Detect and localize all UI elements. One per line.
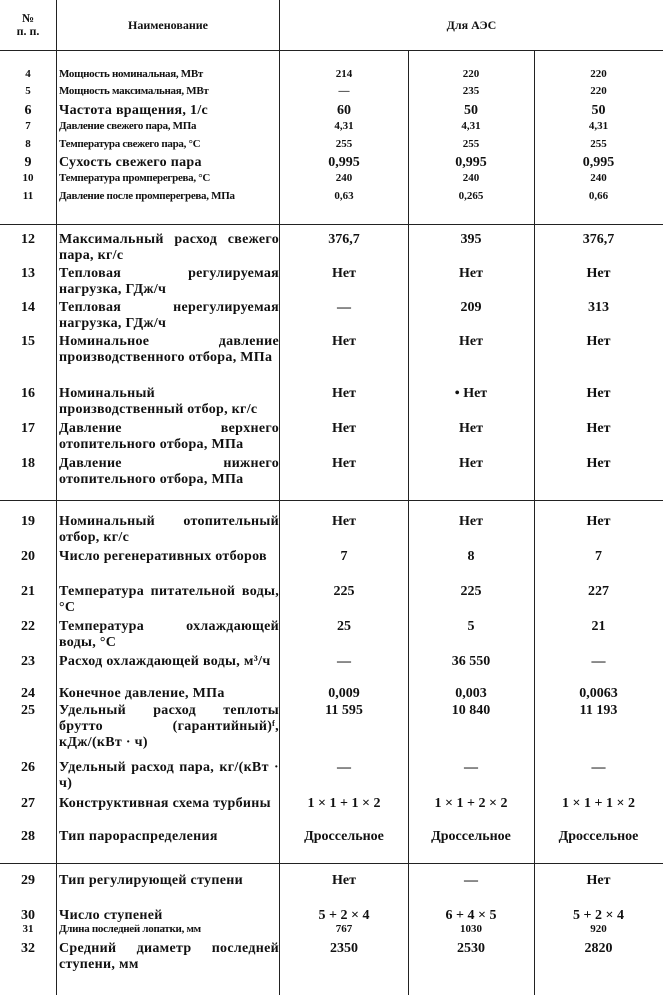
parameter-name: Мощность номинальная, МВт: [59, 69, 204, 80]
parameter-name: Тип регулирующей ступени: [59, 873, 243, 888]
value-cell: 220: [590, 69, 607, 80]
value-cell: 25: [337, 619, 351, 634]
row-number: 17: [21, 421, 35, 436]
parameter-name: Номинальный отопительный отбор, кг/с: [59, 514, 279, 545]
value-cell: 1030: [460, 924, 482, 935]
value-cell: 255: [462, 139, 480, 150]
row-number: 27: [21, 796, 35, 811]
row-number: 24: [21, 686, 35, 701]
value-cell: 0,995: [582, 155, 615, 170]
row-number: 22: [21, 619, 35, 634]
value-cell: 767: [335, 924, 353, 935]
value-cell: 1 × 1 + 1 × 2: [562, 796, 635, 811]
row-number: 26: [21, 760, 35, 775]
header-group-npp: Для АЭС: [446, 17, 497, 32]
value-cell: 0,995: [328, 155, 360, 170]
value-cell: 5 + 2 × 4: [573, 908, 624, 923]
value-cell: 50: [591, 103, 606, 118]
parameter-name: Расход охлаждающей воды, м³/ч: [59, 654, 271, 669]
value-cell: Нет: [586, 334, 611, 349]
value-cell: 0,63: [334, 191, 354, 202]
value-cell: —: [337, 760, 351, 775]
value-cell: • Нет: [454, 386, 488, 401]
value-cell: Нет: [586, 421, 611, 436]
value-cell: Нет: [459, 266, 483, 281]
value-cell: 4,31: [588, 121, 609, 132]
parameter-name: Давление нижнего отопительного отбора, МПа: [59, 456, 279, 487]
parameter-name: Давление верхнего отопительного отбора, МПа: [59, 421, 279, 452]
parameter-name: Тепловая нерегулируемая нагрузка, ГДж/ч: [59, 300, 279, 331]
value-cell: 2350: [330, 941, 358, 956]
row-number: 13: [21, 266, 35, 281]
value-cell: 0,0063: [579, 686, 618, 701]
row-number: 25: [21, 703, 35, 718]
parameter-name: Температура свежего пара, °С: [59, 139, 201, 150]
value-cell: 214: [335, 69, 353, 80]
value-cell: Нет: [586, 873, 611, 888]
parameter-name: Номинальное давление производственного отбора, МПа: [59, 334, 279, 365]
value-cell: 4,31: [461, 121, 481, 132]
value-cell: Нет: [332, 386, 356, 401]
parameter-name: Длина последней лопатки, мм: [59, 924, 201, 935]
value-cell: 220: [590, 86, 607, 97]
value-cell: 376,7: [328, 232, 360, 247]
value-cell: 4,31: [334, 121, 354, 132]
parameter-name: Число ступеней: [59, 908, 163, 923]
parameter-name: Давление свежего пара, МПа: [59, 121, 197, 132]
row-number: 16: [21, 386, 35, 401]
row-number: 15: [21, 334, 35, 349]
value-cell: 225: [333, 584, 355, 599]
value-cell: Нет: [586, 456, 611, 471]
value-cell: 0,66: [588, 191, 609, 202]
value-cell: 2530: [457, 941, 485, 956]
value-cell: 313: [588, 300, 609, 315]
row-number: 9: [24, 155, 32, 170]
value-cell: Нет: [586, 514, 611, 529]
parameter-name: Номинальный производственный отбор, кг/с: [59, 386, 258, 417]
value-cell: —: [464, 873, 478, 888]
row-number: 12: [21, 232, 35, 247]
header-name: Наименование: [128, 17, 208, 32]
value-cell: Нет: [332, 421, 356, 436]
value-cell: Нет: [332, 266, 356, 281]
value-cell: 220: [462, 69, 480, 80]
value-cell: 11 193: [579, 703, 618, 718]
value-cell: Нет: [586, 266, 611, 281]
row-number: 14: [21, 300, 35, 315]
value-cell: 227: [588, 584, 609, 599]
parameter-name: Мощность максимальная, МВт: [59, 86, 209, 97]
value-cell: Нет: [586, 386, 611, 401]
value-cell: 255: [335, 139, 353, 150]
value-cell: 240: [590, 173, 607, 184]
value-cell: 0,009: [328, 686, 360, 701]
parameter-name: Средний диаметр последней ступени, мм: [59, 941, 279, 972]
value-cell: 21: [591, 619, 606, 634]
value-cell: Нет: [459, 421, 483, 436]
parameter-name: Частота вращения, 1/с: [59, 103, 209, 118]
value-cell: 10 840: [451, 703, 491, 718]
value-cell: 7: [595, 549, 602, 564]
value-cell: —: [591, 654, 606, 669]
value-cell: 376,7: [582, 232, 615, 247]
parameter-name: Конструктивная схема турбины: [59, 796, 271, 811]
parameter-name: Температура промперегрева, °С: [59, 173, 211, 184]
row-number: 28: [21, 829, 35, 844]
value-cell: 5: [467, 619, 475, 634]
parameter-name: Сухость свежего пара: [59, 155, 202, 170]
value-cell: Нет: [459, 334, 483, 349]
value-cell: 255: [590, 139, 607, 150]
value-cell: 60: [337, 103, 351, 118]
value-cell: 1 × 1 + 1 × 2: [307, 796, 381, 811]
row-number: 7: [25, 121, 31, 132]
row-number: 5: [25, 86, 31, 97]
value-cell: —: [337, 654, 351, 669]
value-cell: 1 × 1 + 2 × 2: [434, 796, 508, 811]
value-cell: 2820: [584, 941, 613, 956]
row-number: 19: [21, 514, 35, 529]
parameter-name: Число регенеративных отборов: [59, 549, 267, 564]
value-cell: 225: [460, 584, 482, 599]
value-cell: 5 + 2 × 4: [318, 908, 370, 923]
header-number: № п. п.: [16, 11, 40, 38]
row-number: 31: [22, 924, 34, 935]
row-number: 29: [21, 873, 35, 888]
row-number: 32: [21, 941, 35, 956]
row-number: 30: [21, 908, 35, 923]
value-cell: 11 595: [325, 703, 363, 718]
value-cell: Нет: [332, 873, 356, 888]
row-number: 23: [21, 654, 35, 669]
value-cell: 7: [340, 549, 348, 564]
value-cell: Нет: [332, 456, 356, 471]
value-cell: —: [338, 86, 350, 97]
parameter-name: Конечное давление, МПа: [59, 686, 225, 701]
row-number: 10: [22, 173, 34, 184]
row-number: 21: [21, 584, 35, 599]
value-cell: 235: [462, 86, 480, 97]
value-cell: 240: [462, 173, 480, 184]
value-cell: —: [464, 760, 478, 775]
value-cell: 36 550: [451, 654, 491, 669]
value-cell: 395: [460, 232, 482, 247]
parameter-name: Температура питательной воды, °С: [59, 584, 279, 615]
value-cell: Нет: [459, 514, 483, 529]
row-number: 8: [25, 139, 31, 150]
parameter-name: Удельный расход пара, кг/(кВт · ч): [59, 760, 279, 791]
value-cell: 0,003: [455, 686, 487, 701]
value-cell: Дроссельное: [558, 829, 639, 844]
parameter-name: Тип парораспределения: [59, 829, 218, 844]
value-cell: 209: [460, 300, 482, 315]
parameter-name: Удельный расход теплоты брутто (гарантийный)ᶠ, кДж/(кВт · ч): [59, 703, 279, 750]
value-cell: Нет: [332, 514, 356, 529]
value-cell: 8: [467, 549, 475, 564]
parameter-name: Максимальный расход свежего пара, кг/с: [59, 232, 279, 263]
value-cell: —: [591, 760, 606, 775]
value-cell: 6 + 4 × 5: [445, 908, 497, 923]
parameter-name: Температура охлаждающей воды, °С: [59, 619, 279, 650]
value-cell: Дроссельное: [304, 829, 384, 844]
value-cell: 50: [464, 103, 478, 118]
value-cell: 920: [590, 924, 607, 935]
value-cell: Нет: [332, 334, 356, 349]
parameter-name: Давление после промперегрева, МПа: [59, 191, 235, 202]
value-cell: 0,265: [458, 191, 484, 202]
value-cell: —: [337, 300, 351, 315]
value-cell: Нет: [459, 456, 483, 471]
value-cell: Дроссельное: [431, 829, 511, 844]
parameter-name: Тепловая регулируемая нагрузка, ГДж/ч: [59, 266, 279, 297]
row-number: 6: [24, 103, 32, 118]
row-number: 20: [21, 549, 35, 564]
row-number: 11: [22, 191, 34, 202]
row-number: 4: [25, 69, 31, 80]
value-cell: 0,995: [455, 155, 487, 170]
value-cell: 240: [335, 173, 353, 184]
row-number: 18: [21, 456, 35, 471]
